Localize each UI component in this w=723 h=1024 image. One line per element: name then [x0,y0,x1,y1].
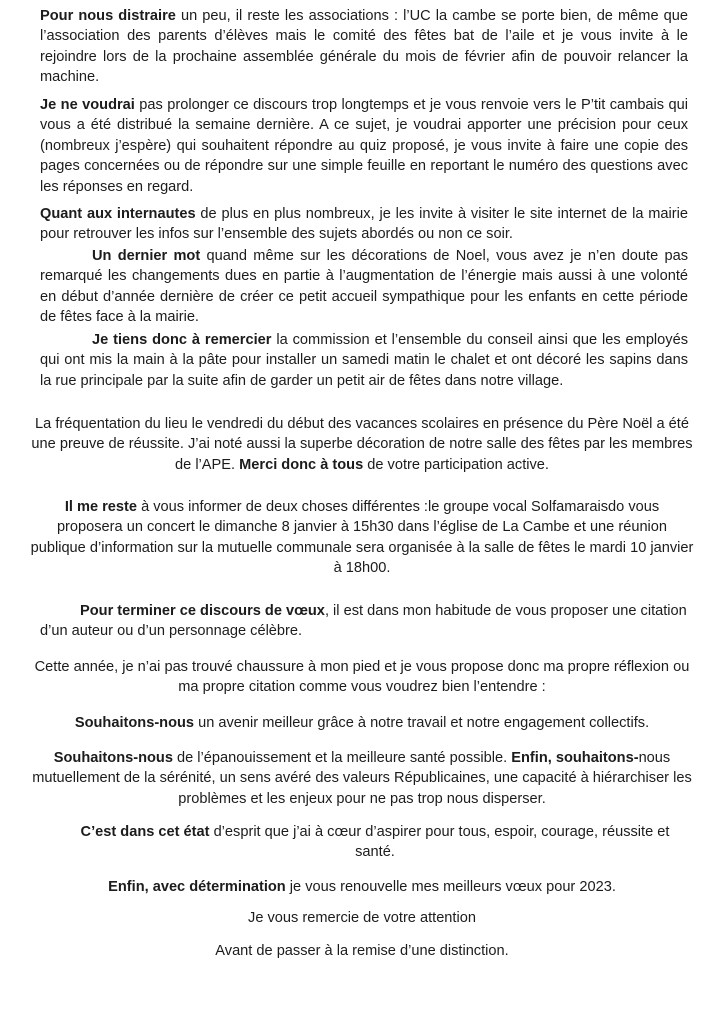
paragraph-emphasis: Enfin, souhaitons- [511,750,639,766]
paragraph-remerciements [40,330,688,391]
paragraph-lead: Je tiens donc à remercier [92,332,272,348]
paragraph-lead: Un dernier mot [92,248,201,264]
paragraph-text: de votre participation active. [363,456,549,473]
paragraph-discours [40,95,688,197]
paragraph-text: à vous informer de deux choses différentes :le groupe vocal Solfamaraisdo vous proposera un concert le dimanche 8 janvier à 15h30 dans l’église de La Cambe et une réunion publique d’information sur la mutuelle communale sera organisée à la salle de fêtes le mardi 10 janvier à 18h00. [30,499,694,577]
paragraph-text: je vous renouvelle mes meilleurs vœux pour 2023. [285,879,616,895]
paragraph-lead: Pour nous distraire [40,8,176,24]
paragraph-souhait-2 [30,748,694,809]
paragraph-souhait-1 [30,713,694,733]
paragraph-citation-intro [40,601,690,642]
paragraph-text: , il est dans mon habitude de vous proposer une citation d’un auteur ou d’un personnage célèbre. [40,603,687,640]
paragraph-associations [40,6,688,88]
paragraph-voeux [30,877,694,897]
paragraph-text: un peu, il reste les associations : l’UC la cambe se porte bien, de même que l’association des parents d’élèves mais le comité des fêtes bat de l’aile et je vous invite à le rejoindre lors de la prochaine assemblée générale du mois de février afin de pouvoir relancer la machine. [40,8,688,86]
paragraph-text: de plus en plus nombreux, je les invite à visiter le site internet de la mairie pour retrouver les infos sur l’ensemble des sujets abordés ou non ce soir. [40,206,689,243]
paragraph-text: Cette année, je n’ai pas trouvé chaussure à mon pied et je vous propose donc ma propre réflexion ou ma propre citation comme vous voudrez bien l’entendre : [34,659,690,696]
paragraph-reflexion [30,657,694,698]
paragraph-text: d’esprit que j’ai à cœur d’aspirer pour tous, espoir, courage, réussite et santé. [209,824,670,861]
paragraph-text: Avant de passer à la remise d’une distinction. [215,943,509,959]
paragraph-text: un avenir meilleur grâce à notre travail et notre engagement collectifs. [194,715,650,731]
paragraph-lead: Pour terminer ce discours de vœux [80,603,325,619]
paragraph-lead: Quant aux internautes [40,206,196,222]
paragraph-lead: Souhaitons-nous [74,715,195,731]
paragraph-text: nous mutuellement de la sérénité, un sens avéré des valeurs Républicaines, une capacité à hiérarchiser les problèmes et les enjeux pour ne pas trop nous disperser. [32,750,692,807]
paragraph-etat-esprit [70,822,680,863]
paragraph-text: pas prolonger ce discours trop longtemps et je vous renvoie vers le P’tit cambais qui vous a été distribué la semaine dernière. A ce sujet, je voudrai apporter une précision pour ceux (nombreux j’espère) qui souhaitent répondre au quiz proposé, je vous invite à faire une copie des pages concernées ou de répondre sur une simple feuille en reportant le numéro des questions avec les réponses en regard. [40,97,688,195]
paragraph-text: Je vous remercie de votre attention [248,910,476,926]
paragraph-remerciement-final [30,908,694,928]
paragraph-text: quand même sur les décorations de Noel, vous avez je n’en doute pas remarqué les changements dues en partie à l’augmentation de l’énergie mais aussi à une volonté en début d’année dernière de créer ce petit accueil sympathique pour les enfants en cette période de fêtes face à la mairie. [40,248,688,326]
paragraph-lead: Je ne voudrai [40,97,135,113]
paragraph-lead: Enfin, avec détermination [108,879,286,895]
paragraph-frequentation [30,414,694,475]
paragraph-lead: Souhaitons-nous [53,750,173,766]
paragraph-lead: C’est dans cet état [80,824,210,840]
paragraph-lead: Il me reste [64,499,138,515]
paragraph-distinction [30,941,694,961]
paragraph-emphasis: Merci donc à tous [239,456,364,473]
paragraph-text: la commission et l’ensemble du conseil ainsi que les employés qui ont mis la main à la pâte pour installer un samedi matin le chalet et ont décoré les sapins dans la rue principale par la suite afin de garder un petit air de fêtes dans notre village. [40,332,689,389]
paragraph-text: de l’épanouissement et la meilleure santé possible. [172,750,512,766]
paragraph-text: La fréquentation du lieu le vendredi du début des vacances scolaires en présence du Père Noël a été une preuve de réussite. J’ai noté aussi la superbe décoration de notre salle des fêtes par les membres de l’APE. [31,416,693,473]
paragraph-internautes [40,204,688,245]
paragraph-decorations [40,246,688,328]
paragraph-informations [30,497,694,579]
